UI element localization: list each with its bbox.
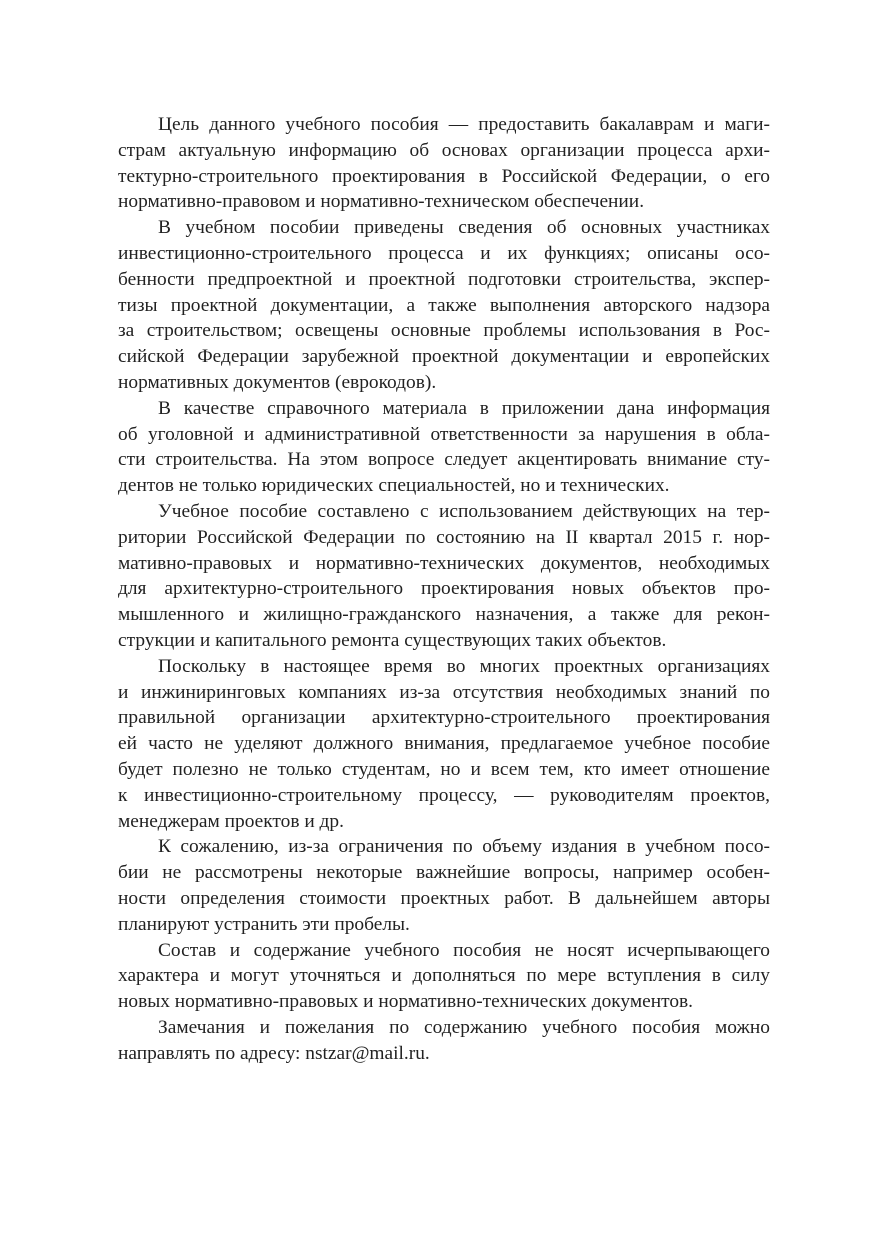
text-line: ритории Российской Федерации по состоянию на II квартал 2015 г. нор- (118, 526, 770, 548)
text-line: менеджерам проектов и др. (118, 810, 344, 832)
paragraph (118, 396, 770, 499)
paragraph (118, 938, 770, 1015)
text-line: Учебное пособие составлено с использованием действующих на тер- (158, 500, 770, 522)
text-line: бии не рассмотрены некоторые важнейшие вопросы, например особен- (118, 862, 770, 884)
text-line: ей часто не уделяют должного внимания, предлагаемое учебное пособие (118, 733, 770, 755)
text-line: нормативно-правовом и нормативно-техническом обеспечении. (118, 191, 645, 213)
text-line: инвестиционно-строительного процесса и их функциях; описаны осо- (118, 242, 770, 264)
text-line: мышленного и жилищно-гражданского назначения, а также для рекон- (118, 604, 770, 626)
paragraph (118, 834, 770, 937)
text-line: и инжиниринговых компаниях из-за отсутствия необходимых знаний по (118, 681, 770, 703)
text-line: В учебном пособии приведены сведения об основных участниках (158, 217, 770, 239)
paragraph (118, 1015, 770, 1067)
text-line: мативно-правовых и нормативно-технических документов, необходимых (118, 552, 770, 574)
text-line: к инвестиционно-строительному процессу, — руководителям проектов, (118, 784, 770, 806)
text-line: планируют устранить эти пробелы. (118, 913, 410, 935)
text-line: за строительством; освещены основные проблемы использования в Рос- (118, 320, 770, 342)
text-line: Поскольку в настоящее время во многих проектных организациях (158, 655, 770, 677)
text-line: будет полезно не только студентам, но и всем тем, кто имеет отношение (118, 758, 770, 780)
text-line: страм актуальную информацию об основах организации процесса архи- (118, 139, 770, 161)
paragraph (118, 499, 770, 654)
text-line: сти строительства. На этом вопросе следует акцентировать внимание сту- (118, 449, 770, 471)
text-line: нормативных документов (еврокодов). (118, 371, 437, 393)
text-line: тизы проектной документации, а также выполнения авторского надзора (118, 294, 770, 316)
text-line: В качестве справочного материала в приложении дана информация (158, 397, 770, 419)
text-line: характера и могут уточняться и дополняться по мере вступления в силу (118, 965, 770, 987)
paragraph (118, 654, 770, 835)
document-page (118, 112, 770, 1066)
text-line: для архитектурно-строительного проектирования новых объектов про- (118, 578, 770, 600)
text-line: дентов не только юридических специальностей, но и технических. (118, 475, 670, 497)
text-line: К сожалению, из-за ограничения по объему издания в учебном посо- (158, 836, 770, 858)
text-line: сийской Федерации зарубежной проектной документации и европейских (118, 346, 770, 368)
text-line: правильной организации архитектурно-строительного проектирования (118, 707, 770, 729)
paragraph (118, 112, 770, 215)
email-line: направлять по адресу: nstzar@mail.ru. (118, 1042, 430, 1064)
text-line: Цель данного учебного пособия — предоставить бакалаврам и маги- (158, 114, 770, 135)
text-line: тектурно-строительного проектирования в Российской Федерации, о его (118, 165, 770, 187)
text-line: об уголовной и административной ответственности за нарушения в обла- (118, 423, 770, 445)
text-line: ности определения стоимости проектных работ. В дальнейшем авторы (118, 887, 770, 909)
text-line: Замечания и пожелания по содержанию учебного пособия можно (158, 1016, 770, 1038)
text-line: бенности предпроектной и проектной подготовки строительства, экспер- (118, 268, 770, 290)
text-line: струкции и капитального ремонта существующих таких объектов. (118, 629, 667, 651)
text-line: новых нормативно-правовых и нормативно-технических документов. (118, 991, 694, 1013)
text-line: Состав и содержание учебного пособия не носят исчерпывающего (158, 939, 770, 961)
paragraph (118, 215, 770, 396)
